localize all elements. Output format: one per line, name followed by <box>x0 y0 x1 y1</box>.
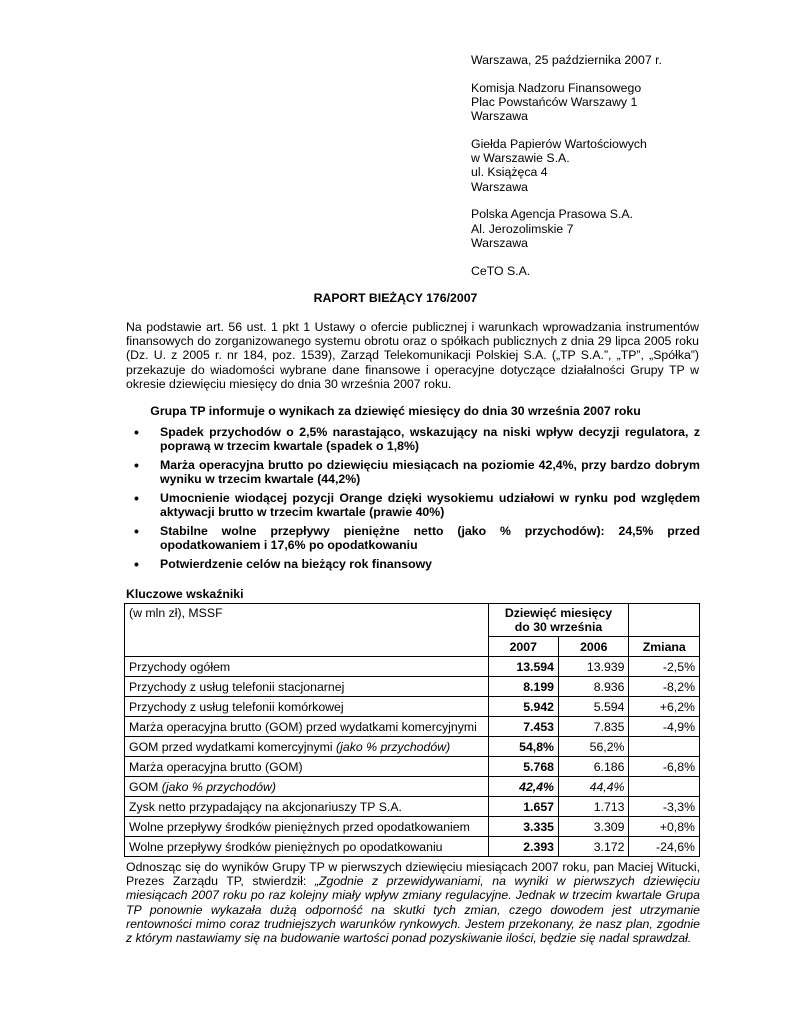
value-2006: 7.835 <box>559 717 629 737</box>
bullet-icon: • <box>134 555 139 572</box>
value-2007: 13.594 <box>488 657 558 677</box>
table-row <box>125 837 700 857</box>
table-header-row <box>125 604 700 637</box>
value-2006: 6.186 <box>559 757 629 777</box>
value-2006: 1.713 <box>559 797 629 817</box>
row-label: GOM (jako % przychodów) <box>125 777 489 797</box>
bullet-icon: • <box>134 424 139 440</box>
value-2007: 5.768 <box>488 757 558 777</box>
bullet-icon: • <box>134 489 139 506</box>
table-row <box>125 697 700 717</box>
ceo-quote: „Zgodnie z przewidywaniami, na wyniki w pierwszych dziewięciu miesiącach 2007 roku po raz kolejny miały wpływ zmiany regulacyjne. Jednak w trzecim kwartale Grupa TP ponownie wykazała dużą odporność na skutki tych zmian, czego dowodem jest utrzymanie rentowności mimo coraz trudniejszych warunków rynkowych. Jestem przekonany, że nasz plan, zgodnie z którym nastawiamy się na budowanie wartości ponad pozyskiwanie ilości, będzie się nadal sprawdzał. <box>126 874 700 946</box>
value-2007: 7.453 <box>488 717 558 737</box>
table-row <box>125 817 700 837</box>
value-2007: 8.199 <box>488 677 558 697</box>
value-2006: 3.172 <box>559 837 629 857</box>
recipient-ceto: CeTO S.A. <box>471 263 531 278</box>
table-row <box>125 677 700 697</box>
row-label: Zysk netto przypadający na akcjonariuszy TP S.A. <box>125 797 489 817</box>
value-change: -8,2% <box>629 677 700 697</box>
value-2006: 44,4% <box>559 777 629 797</box>
value-2006: 13.939 <box>559 657 629 677</box>
table-row <box>125 777 700 797</box>
address-block <box>471 53 771 291</box>
value-2006: 3.309 <box>559 817 629 837</box>
value-change: +6,2% <box>629 697 700 717</box>
list-item: • Marża operacyjna brutto po dziewięciu miesiącach na poziomie 42,4%, przy bardzo dobrym wyniku w trzecim kwartale (44,2%) <box>134 456 700 487</box>
list-item: • Spadek przychodów o 2,5% narastająco, wskazujący na niski wpływ decyzji regulatora, z poprawą w trzecim kwartale (spadek o 1,8%) <box>134 424 700 454</box>
value-change: -6,8% <box>629 757 700 777</box>
table-row <box>125 757 700 777</box>
row-label: Przychody z usług telefonii stacjonarnej <box>125 677 489 697</box>
value-change: -24,6% <box>629 837 700 857</box>
value-change: -4,9% <box>629 717 700 737</box>
value-2007: 2.393 <box>488 837 558 857</box>
date-line: Warszawa, 25 października 2007 r. <box>471 53 662 67</box>
table-row <box>125 657 700 677</box>
table-row <box>125 737 700 757</box>
intro-paragraph: Na podstawie art. 56 ust. 1 pkt 1 Ustawy o ofercie publicznej i warunkach wprowadzania instrumentów finansowych do zorganizowanego systemu obrotu oraz o spółkach publicznych z dnia 29 lipca 2005 roku (Dz. U. z 2005 r. nr 184, poz. 1539), Zarząd Telekomunikacji Polskiej S.A. („TP S.A.”, „TP”, „Spółka”) przekazuje do wiadomości wybrane dane finansowe i operacyjne dotyczące działalności Grupy TP w okresie dziewięciu miesięcy do dnia 30 września 2007 roku. <box>126 320 699 391</box>
list-item: • Stabilne wolne przepływy pieniężne netto (jako % przychodów): 24,5% przed opodatkowaniem i 17,6% po opodatkowaniu <box>134 522 700 552</box>
value-2007: 54,8% <box>488 737 558 757</box>
row-label: Przychody z usług telefonii komórkowej <box>125 697 489 717</box>
col-2006-header: 2006 <box>559 637 629 657</box>
value-2006: 56,2% <box>559 737 629 757</box>
row-label: Marża operacyjna brutto (GOM) <box>125 757 489 777</box>
col-2007-header: 2007 <box>488 637 558 657</box>
period-header: Dziewięć miesięcy do 30 września <box>488 604 629 637</box>
recipient-knf: Komisja Nadzoru Finansowego Plac Powstańców Warszawy 1 Warszawa <box>471 80 642 124</box>
value-2007: 42,4% <box>488 777 558 797</box>
list-item: • Umocnienie wiodącej pozycji Orange dzięki wysokiemu udziałowi w rynku pod względem aktywacji brutto w trzecim kwartale (prawie 40%) <box>134 489 700 520</box>
unit-label: (w mln zł), MSSF <box>125 604 489 657</box>
row-label: Przychody ogółem <box>125 657 489 677</box>
value-change: -2,5% <box>629 657 700 677</box>
col-change-header: Zmiana <box>629 637 700 657</box>
value-2006: 5.594 <box>559 697 629 717</box>
recipient-gpw: Giełda Papierów Wartościowych w Warszawie S.A. ul. Książęca 4 Warszawa <box>471 137 647 194</box>
value-change <box>629 737 700 757</box>
ceo-quote-paragraph: Odnosząc się do wyników Grupy TP w pierwszych dziewięciu miesiącach 2007 roku, pan Maciej Witucki, Prezes Zarządu TP, stwierdził: „Zgodnie z przewidywaniami, na wyniki w pierwszych dziewięciu miesiącach 2007 roku po raz kolejny miały wpływ zmiany regulacyjne. Jednak w trzecim kwartale Grupa TP ponownie wykazała dużą odporność na skutki tych zmian, czego dowodem jest utrzymanie rentowności mimo coraz trudniejszych warunków rynkowych. Jestem przekonany, że nasz plan, zgodnie z którym nastawiamy się na budowanie wartości ponad pozyskiwanie ilości, będzie się nadal sprawdzał. <box>126 860 700 946</box>
value-change: -3,3% <box>629 797 700 817</box>
recipient-pap: Polska Agencja Prasowa S.A. Al. Jerozolimskie 7 Warszawa <box>471 207 633 250</box>
kpi-table <box>124 603 700 857</box>
row-label: GOM przed wydatkami komercyjnymi (jako % przychodów) <box>125 737 489 757</box>
table-row <box>125 797 700 817</box>
report-title: RAPORT BIEŻĄCY 176/2007 <box>313 291 478 305</box>
list-item: • Potwierdzenie celów na bieżący rok finansowy <box>134 555 432 572</box>
bullet-icon: • <box>134 522 139 539</box>
value-change: +0,8% <box>629 817 700 837</box>
value-change <box>629 777 700 797</box>
highlights-list <box>126 425 700 575</box>
table-row <box>125 717 700 737</box>
value-2007: 3.335 <box>488 817 558 837</box>
value-2006: 8.936 <box>559 677 629 697</box>
row-label: Wolne przepływy środków pieniężnych po opodatkowaniu <box>125 837 489 857</box>
value-2007: 1.657 <box>488 797 558 817</box>
value-2007: 5.942 <box>488 697 558 717</box>
row-label: Marża operacyjna brutto (GOM) przed wydatkami komercyjnymi <box>125 717 489 737</box>
blank-header-cell <box>629 604 700 637</box>
bullet-icon: • <box>134 456 139 473</box>
row-label: Wolne przepływy środków pieniężnych przed opodatkowaniem <box>125 817 489 837</box>
kpi-heading: Kluczowe wskaźniki <box>126 587 244 601</box>
results-subheading: Grupa TP informuje o wynikach za dziewięć miesięcy do dnia 30 września 2007 roku <box>150 404 641 418</box>
